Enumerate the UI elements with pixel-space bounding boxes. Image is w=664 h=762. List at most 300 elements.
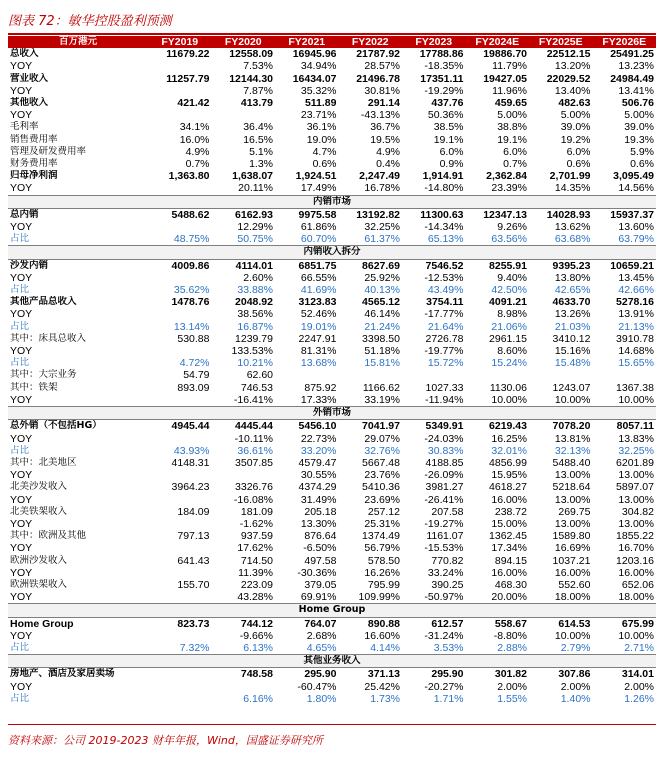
- source-note: 资料来源：公司 2019-2023 财年年报，Wind，国盛证券研究所: [8, 734, 323, 747]
- value-cell: 16.60%: [364, 629, 400, 642]
- table-row: [8, 567, 656, 579]
- value-cell: 56.79%: [364, 542, 400, 555]
- value-cell: 19427.05: [483, 72, 527, 85]
- value-cell: 28.57%: [364, 60, 400, 73]
- value-cell: 19.3%: [624, 133, 654, 146]
- value-cell: 795.99: [367, 578, 400, 591]
- value-cell: 21.64%: [427, 320, 464, 333]
- value-cell: 54.79: [183, 369, 210, 382]
- value-cell: 43.93%: [173, 444, 210, 457]
- table-row: [8, 369, 656, 381]
- value-cell: 39.0%: [560, 121, 591, 134]
- value-cell: 25.42%: [364, 680, 400, 693]
- value-cell: 2,362.84: [486, 170, 527, 183]
- value-cell: 15.16%: [554, 345, 591, 358]
- value-cell: 1,924.51: [295, 170, 337, 183]
- table-row: [8, 170, 656, 182]
- row-label: 占比: [10, 444, 30, 456]
- value-cell: 2048.92: [235, 296, 273, 309]
- table-row: [8, 433, 656, 445]
- value-cell: 8.98%: [497, 308, 527, 321]
- value-cell: 13.60%: [618, 221, 654, 234]
- value-cell: 30.83%: [427, 444, 464, 457]
- value-cell: 4579.47: [298, 456, 337, 469]
- value-cell: 511.89: [304, 97, 337, 110]
- value-cell: 36.4%: [243, 121, 273, 134]
- value-cell: 4.7%: [312, 145, 337, 158]
- value-cell: 1374.49: [362, 530, 400, 543]
- value-cell: 295.90: [431, 668, 464, 681]
- value-cell: -20.27%: [424, 680, 464, 693]
- value-cell: 10.00%: [618, 629, 654, 642]
- value-cell: 4565.12: [362, 296, 400, 309]
- row-label: 其中：欧洲及其他: [10, 530, 87, 542]
- value-cell: 1,363.80: [168, 170, 210, 183]
- value-cell: 24984.49: [610, 72, 654, 85]
- row-label: 其中：北美地区: [10, 456, 77, 468]
- value-cell: 16.70%: [618, 542, 654, 555]
- value-cell: [339, 369, 403, 381]
- value-cell: 10.00%: [554, 393, 591, 406]
- value-cell: 6.0%: [439, 145, 464, 158]
- value-cell: 19.01%: [300, 320, 337, 333]
- value-cell: 50.36%: [427, 109, 464, 122]
- row-label: YOY: [10, 393, 33, 406]
- table-header-row: [8, 36, 656, 48]
- value-cell: -6.50%: [303, 542, 337, 555]
- value-cell: 2,701.99: [549, 170, 591, 183]
- value-cell: 13.81%: [554, 432, 591, 445]
- row-label: 销售费用率: [10, 133, 58, 145]
- value-cell: 1243.07: [552, 381, 591, 394]
- value-cell: 14.68%: [618, 345, 654, 358]
- value-cell: 5410.36: [362, 481, 400, 494]
- value-cell: 1855.22: [616, 530, 654, 543]
- value-cell: 3754.11: [426, 296, 464, 309]
- value-cell: 652.06: [621, 578, 654, 591]
- value-cell: -31.24%: [424, 629, 464, 642]
- value-cell: 16.69%: [554, 542, 591, 555]
- value-cell: [148, 567, 212, 579]
- value-cell: 61.37%: [364, 233, 400, 246]
- value-cell: 497.58: [304, 554, 337, 567]
- value-cell: 10.00%: [491, 393, 527, 406]
- value-cell: 16434.07: [292, 72, 337, 85]
- value-cell: 21496.78: [356, 72, 400, 85]
- value-cell: [148, 693, 212, 705]
- value-cell: 43.49%: [427, 284, 464, 297]
- table-row: [8, 182, 656, 195]
- value-cell: [148, 308, 212, 320]
- value-cell: 14.35%: [554, 182, 591, 195]
- value-cell: 8057.11: [616, 420, 654, 433]
- value-cell: 7078.20: [552, 420, 591, 433]
- table-row: [8, 146, 656, 158]
- value-cell: 4374.29: [298, 481, 337, 494]
- value-cell: -30.36%: [297, 566, 337, 579]
- value-cell: 3326.76: [235, 481, 273, 494]
- value-cell: 21.03%: [554, 320, 591, 333]
- value-cell: 5218.64: [552, 481, 591, 494]
- value-cell: 63.68%: [554, 233, 591, 246]
- value-cell: -16.41%: [233, 393, 273, 406]
- table-row: [8, 97, 656, 109]
- row-label: 北美铁架收入: [10, 505, 68, 517]
- value-cell: -43.13%: [360, 109, 400, 122]
- value-cell: -18.35%: [424, 60, 464, 73]
- table-row: [8, 555, 656, 567]
- value-cell: 35.62%: [173, 284, 210, 297]
- value-cell: 36.61%: [237, 444, 273, 457]
- value-cell: 257.12: [367, 505, 400, 518]
- value-cell: 5897.07: [616, 481, 654, 494]
- table-row: [8, 308, 656, 320]
- value-cell: 13.62%: [554, 221, 591, 234]
- value-cell: 4.72%: [179, 357, 210, 370]
- value-cell: 19.1%: [433, 133, 464, 146]
- header-year-cell: FY2021: [275, 36, 339, 48]
- value-cell: [593, 369, 657, 381]
- value-cell: 893.09: [177, 381, 210, 394]
- value-cell: 6162.93: [235, 208, 273, 221]
- table-row: [8, 73, 656, 85]
- row-label: YOY: [10, 591, 33, 604]
- value-cell: 21.24%: [364, 320, 400, 333]
- value-cell: 12144.30: [229, 72, 273, 85]
- value-cell: 16.87%: [237, 320, 273, 333]
- value-cell: 823.73: [177, 617, 210, 630]
- value-cell: -16.08%: [233, 493, 273, 506]
- value-cell: 23.39%: [491, 182, 527, 195]
- value-cell: 13.00%: [618, 517, 654, 530]
- value-cell: 17.49%: [300, 182, 337, 195]
- value-cell: -60.47%: [297, 680, 337, 693]
- row-label: 欧洲沙发收入: [10, 554, 68, 566]
- header-year-cell: FY2019: [148, 36, 212, 48]
- value-cell: 4009.86: [171, 259, 210, 272]
- value-cell: 4856.99: [489, 456, 527, 469]
- value-cell: -19.29%: [424, 84, 464, 97]
- value-cell: 9395.23: [552, 259, 591, 272]
- value-cell: 23.71%: [300, 109, 337, 122]
- value-cell: 437.76: [431, 97, 464, 110]
- value-cell: 22029.52: [546, 72, 591, 85]
- table-row: [8, 284, 656, 296]
- value-cell: 32.76%: [364, 444, 400, 457]
- value-cell: 9.40%: [497, 271, 527, 284]
- row-label: YOY: [10, 271, 33, 284]
- value-cell: 38.56%: [237, 308, 273, 321]
- value-cell: 6.13%: [243, 641, 273, 654]
- value-cell: -1.62%: [239, 517, 273, 530]
- value-cell: 13192.82: [356, 208, 400, 221]
- value-cell: 13.68%: [300, 357, 337, 370]
- title-rule: [8, 33, 656, 35]
- value-cell: 11.96%: [492, 84, 527, 97]
- table-row: [8, 506, 656, 518]
- value-cell: 3981.27: [425, 481, 464, 494]
- row-label: YOY: [10, 221, 33, 234]
- table-row: [8, 681, 656, 693]
- row-label: YOY: [10, 60, 33, 73]
- value-cell: 875.92: [304, 381, 337, 394]
- value-cell: 15.72%: [427, 357, 464, 370]
- value-cell: 36.1%: [306, 121, 337, 134]
- value-cell: [148, 60, 212, 72]
- value-cell: 15.65%: [618, 357, 654, 370]
- row-label: 沙发内销: [10, 259, 49, 271]
- table-row: [8, 445, 656, 457]
- value-cell: -19.27%: [424, 517, 464, 530]
- value-cell: 4633.70: [552, 296, 591, 309]
- value-cell: 6201.89: [616, 456, 654, 469]
- value-cell: 22.73%: [300, 432, 337, 445]
- value-cell: 894.15: [494, 554, 527, 567]
- value-cell: 20.11%: [238, 182, 273, 195]
- table-row: [8, 579, 656, 591]
- value-cell: 5.1%: [249, 145, 273, 158]
- row-label: 总收入: [10, 48, 39, 60]
- value-cell: 3398.50: [362, 332, 400, 345]
- row-label: YOY: [10, 345, 33, 358]
- value-cell: 32.13%: [554, 444, 591, 457]
- value-cell: 32.25%: [364, 221, 400, 234]
- source-rule: [8, 724, 656, 725]
- value-cell: -24.03%: [424, 432, 464, 445]
- value-cell: 1027.33: [425, 381, 464, 394]
- value-cell: 50.75%: [237, 233, 273, 246]
- value-cell: 9.26%: [497, 221, 527, 234]
- row-label: YOY: [10, 493, 33, 506]
- row-label: 其中：铁架: [10, 381, 58, 393]
- value-cell: 4618.27: [489, 481, 527, 494]
- value-cell: 16.25%: [491, 432, 527, 445]
- value-cell: -12.53%: [424, 271, 464, 284]
- row-label: YOY: [10, 432, 33, 445]
- value-cell: 13.20%: [554, 60, 591, 73]
- value-cell: 413.79: [240, 97, 273, 110]
- value-cell: 19.0%: [306, 133, 337, 146]
- value-cell: 17.33%: [300, 393, 337, 406]
- value-cell: 4445.44: [235, 420, 273, 433]
- row-label: YOY: [10, 182, 33, 195]
- value-cell: 9975.58: [298, 208, 337, 221]
- row-label: 其中：大宗业务: [10, 369, 77, 381]
- value-cell: 2247.91: [298, 332, 337, 345]
- value-cell: 29.07%: [364, 432, 400, 445]
- value-cell: 890.88: [367, 617, 400, 630]
- table-body: [8, 48, 656, 705]
- header-year-cell: FY2022: [339, 36, 403, 48]
- value-cell: 4.14%: [370, 641, 400, 654]
- value-cell: 5.9%: [630, 145, 654, 158]
- value-cell: 133.53%: [231, 345, 273, 358]
- value-cell: 1166.62: [362, 381, 400, 394]
- value-cell: 15.95%: [491, 469, 527, 482]
- row-label: 其他产品总收入: [10, 296, 77, 308]
- value-cell: 8627.69: [362, 259, 400, 272]
- value-cell: 4114.01: [235, 259, 273, 272]
- value-cell: 65.13%: [427, 233, 464, 246]
- value-cell: 61.86%: [300, 221, 337, 234]
- value-cell: 4.9%: [185, 145, 210, 158]
- value-cell: [148, 85, 212, 97]
- value-cell: 5.00%: [497, 109, 527, 122]
- row-label: 总外销（不包括HG）: [10, 420, 102, 432]
- value-cell: -15.53%: [424, 542, 464, 555]
- value-cell: 10659.21: [610, 259, 654, 272]
- value-cell: 60.70%: [300, 233, 337, 246]
- value-cell: 12.29%: [237, 221, 273, 234]
- value-cell: 1.71%: [433, 692, 464, 705]
- value-cell: 379.05: [304, 578, 337, 591]
- value-cell: 937.59: [240, 530, 273, 543]
- value-cell: -17.77%: [424, 308, 464, 321]
- value-cell: 7.53%: [243, 60, 273, 73]
- value-cell: 223.09: [240, 578, 273, 591]
- value-cell: [275, 369, 339, 381]
- value-cell: 14.56%: [618, 182, 654, 195]
- value-cell: 6.0%: [503, 145, 527, 158]
- value-cell: 35.32%: [300, 84, 337, 97]
- value-cell: 14028.93: [546, 208, 591, 221]
- table-row: [8, 481, 656, 493]
- value-cell: 1.80%: [306, 692, 337, 705]
- value-cell: 4091.21: [489, 296, 527, 309]
- value-cell: 0.7%: [503, 158, 527, 171]
- value-cell: 5488.40: [552, 456, 591, 469]
- value-cell: -50.97%: [424, 591, 464, 604]
- value-cell: 13.00%: [554, 517, 591, 530]
- section-header-label: Home Group: [8, 604, 656, 617]
- value-cell: 13.00%: [618, 469, 654, 482]
- value-cell: [148, 221, 212, 233]
- value-cell: 15.24%: [491, 357, 527, 370]
- value-cell: 371.13: [367, 668, 400, 681]
- section-header-label: 外销市场: [8, 407, 656, 420]
- value-cell: -19.77%: [424, 345, 464, 358]
- value-cell: 11300.63: [420, 208, 464, 221]
- table-row: [8, 642, 656, 655]
- value-cell: 207.58: [431, 505, 464, 518]
- value-cell: [466, 369, 530, 381]
- value-cell: 746.53: [240, 381, 273, 394]
- value-cell: 33.88%: [237, 284, 273, 297]
- value-cell: 16.00%: [554, 566, 591, 579]
- value-cell: 16.00%: [618, 566, 654, 579]
- value-cell: 6219.43: [489, 420, 527, 433]
- value-cell: 1,638.07: [232, 170, 273, 183]
- table-row: [8, 494, 656, 506]
- value-cell: 1.3%: [249, 158, 273, 171]
- value-cell: 13.41%: [618, 84, 654, 97]
- table-row: [8, 48, 656, 60]
- table-row: [8, 60, 656, 72]
- value-cell: [148, 668, 212, 681]
- value-cell: 1589.80: [552, 530, 591, 543]
- value-cell: [529, 369, 593, 381]
- value-cell: 34.94%: [300, 60, 337, 73]
- value-cell: 2.79%: [560, 641, 591, 654]
- row-label: 总内销: [10, 208, 39, 220]
- value-cell: 6.16%: [243, 692, 273, 705]
- value-cell: 301.82: [494, 668, 527, 681]
- value-cell: 2.00%: [560, 680, 591, 693]
- value-cell: 770.82: [431, 554, 464, 567]
- value-cell: 46.14%: [364, 308, 400, 321]
- value-cell: [148, 272, 212, 284]
- value-cell: 7.87%: [243, 84, 273, 97]
- row-label: 占比: [10, 320, 30, 332]
- value-cell: 2,247.49: [359, 170, 400, 183]
- value-cell: 4945.44: [171, 420, 210, 433]
- value-cell: 5456.10: [298, 420, 337, 433]
- value-cell: 238.72: [494, 505, 527, 518]
- value-cell: 15.48%: [554, 357, 591, 370]
- value-cell: 468.30: [494, 578, 527, 591]
- value-cell: 744.12: [240, 617, 273, 630]
- value-cell: 2726.78: [425, 332, 464, 345]
- value-cell: 6.0%: [566, 145, 591, 158]
- value-cell: 269.75: [558, 505, 591, 518]
- value-cell: 10.00%: [618, 393, 654, 406]
- value-cell: 1.73%: [370, 692, 400, 705]
- row-label: 北美沙发收入: [10, 481, 68, 493]
- value-cell: -26.09%: [424, 469, 464, 482]
- earnings-forecast-table: [8, 36, 656, 705]
- row-label: 占比: [10, 233, 30, 245]
- row-label: YOY: [10, 84, 33, 97]
- table-row: [8, 134, 656, 146]
- value-cell: 19886.70: [483, 48, 527, 61]
- value-cell: [148, 518, 212, 530]
- value-cell: 612.57: [431, 617, 464, 630]
- section-header-label: 其他业务收入: [8, 655, 656, 668]
- header-unit-cell: 百万港元: [8, 36, 148, 48]
- row-label: 房地产、酒店及家居卖场: [10, 668, 115, 680]
- value-cell: 30.81%: [364, 84, 400, 97]
- value-cell: 0.6%: [630, 158, 654, 171]
- header-year-cell: FY2025E: [529, 36, 593, 48]
- value-cell: 25.92%: [364, 271, 400, 284]
- value-cell: 33.24%: [427, 566, 464, 579]
- value-cell: 13.14%: [173, 320, 210, 333]
- value-cell: 19.2%: [560, 133, 591, 146]
- value-cell: 36.7%: [370, 121, 400, 134]
- value-cell: 63.56%: [491, 233, 527, 246]
- row-label: 营业收入: [10, 72, 49, 84]
- value-cell: 109.99%: [358, 591, 400, 604]
- value-cell: 1367.38: [616, 381, 654, 394]
- value-cell: 1,914.91: [422, 170, 464, 183]
- value-cell: [148, 345, 212, 357]
- row-label: 其他收入: [10, 97, 49, 109]
- value-cell: [148, 469, 212, 481]
- value-cell: -11.94%: [425, 393, 464, 406]
- value-cell: 13.30%: [300, 517, 337, 530]
- value-cell: 13.26%: [554, 308, 591, 321]
- value-cell: 42.65%: [554, 284, 591, 297]
- value-cell: 43.28%: [237, 591, 273, 604]
- value-cell: -14.80%: [424, 182, 464, 195]
- table-row: [8, 345, 656, 357]
- value-cell: 1130.06: [489, 381, 527, 394]
- value-cell: 25.31%: [364, 517, 400, 530]
- row-label: 占比: [10, 641, 30, 653]
- value-cell: 11.79%: [492, 60, 527, 73]
- value-cell: [148, 109, 212, 121]
- value-cell: 876.64: [304, 530, 337, 543]
